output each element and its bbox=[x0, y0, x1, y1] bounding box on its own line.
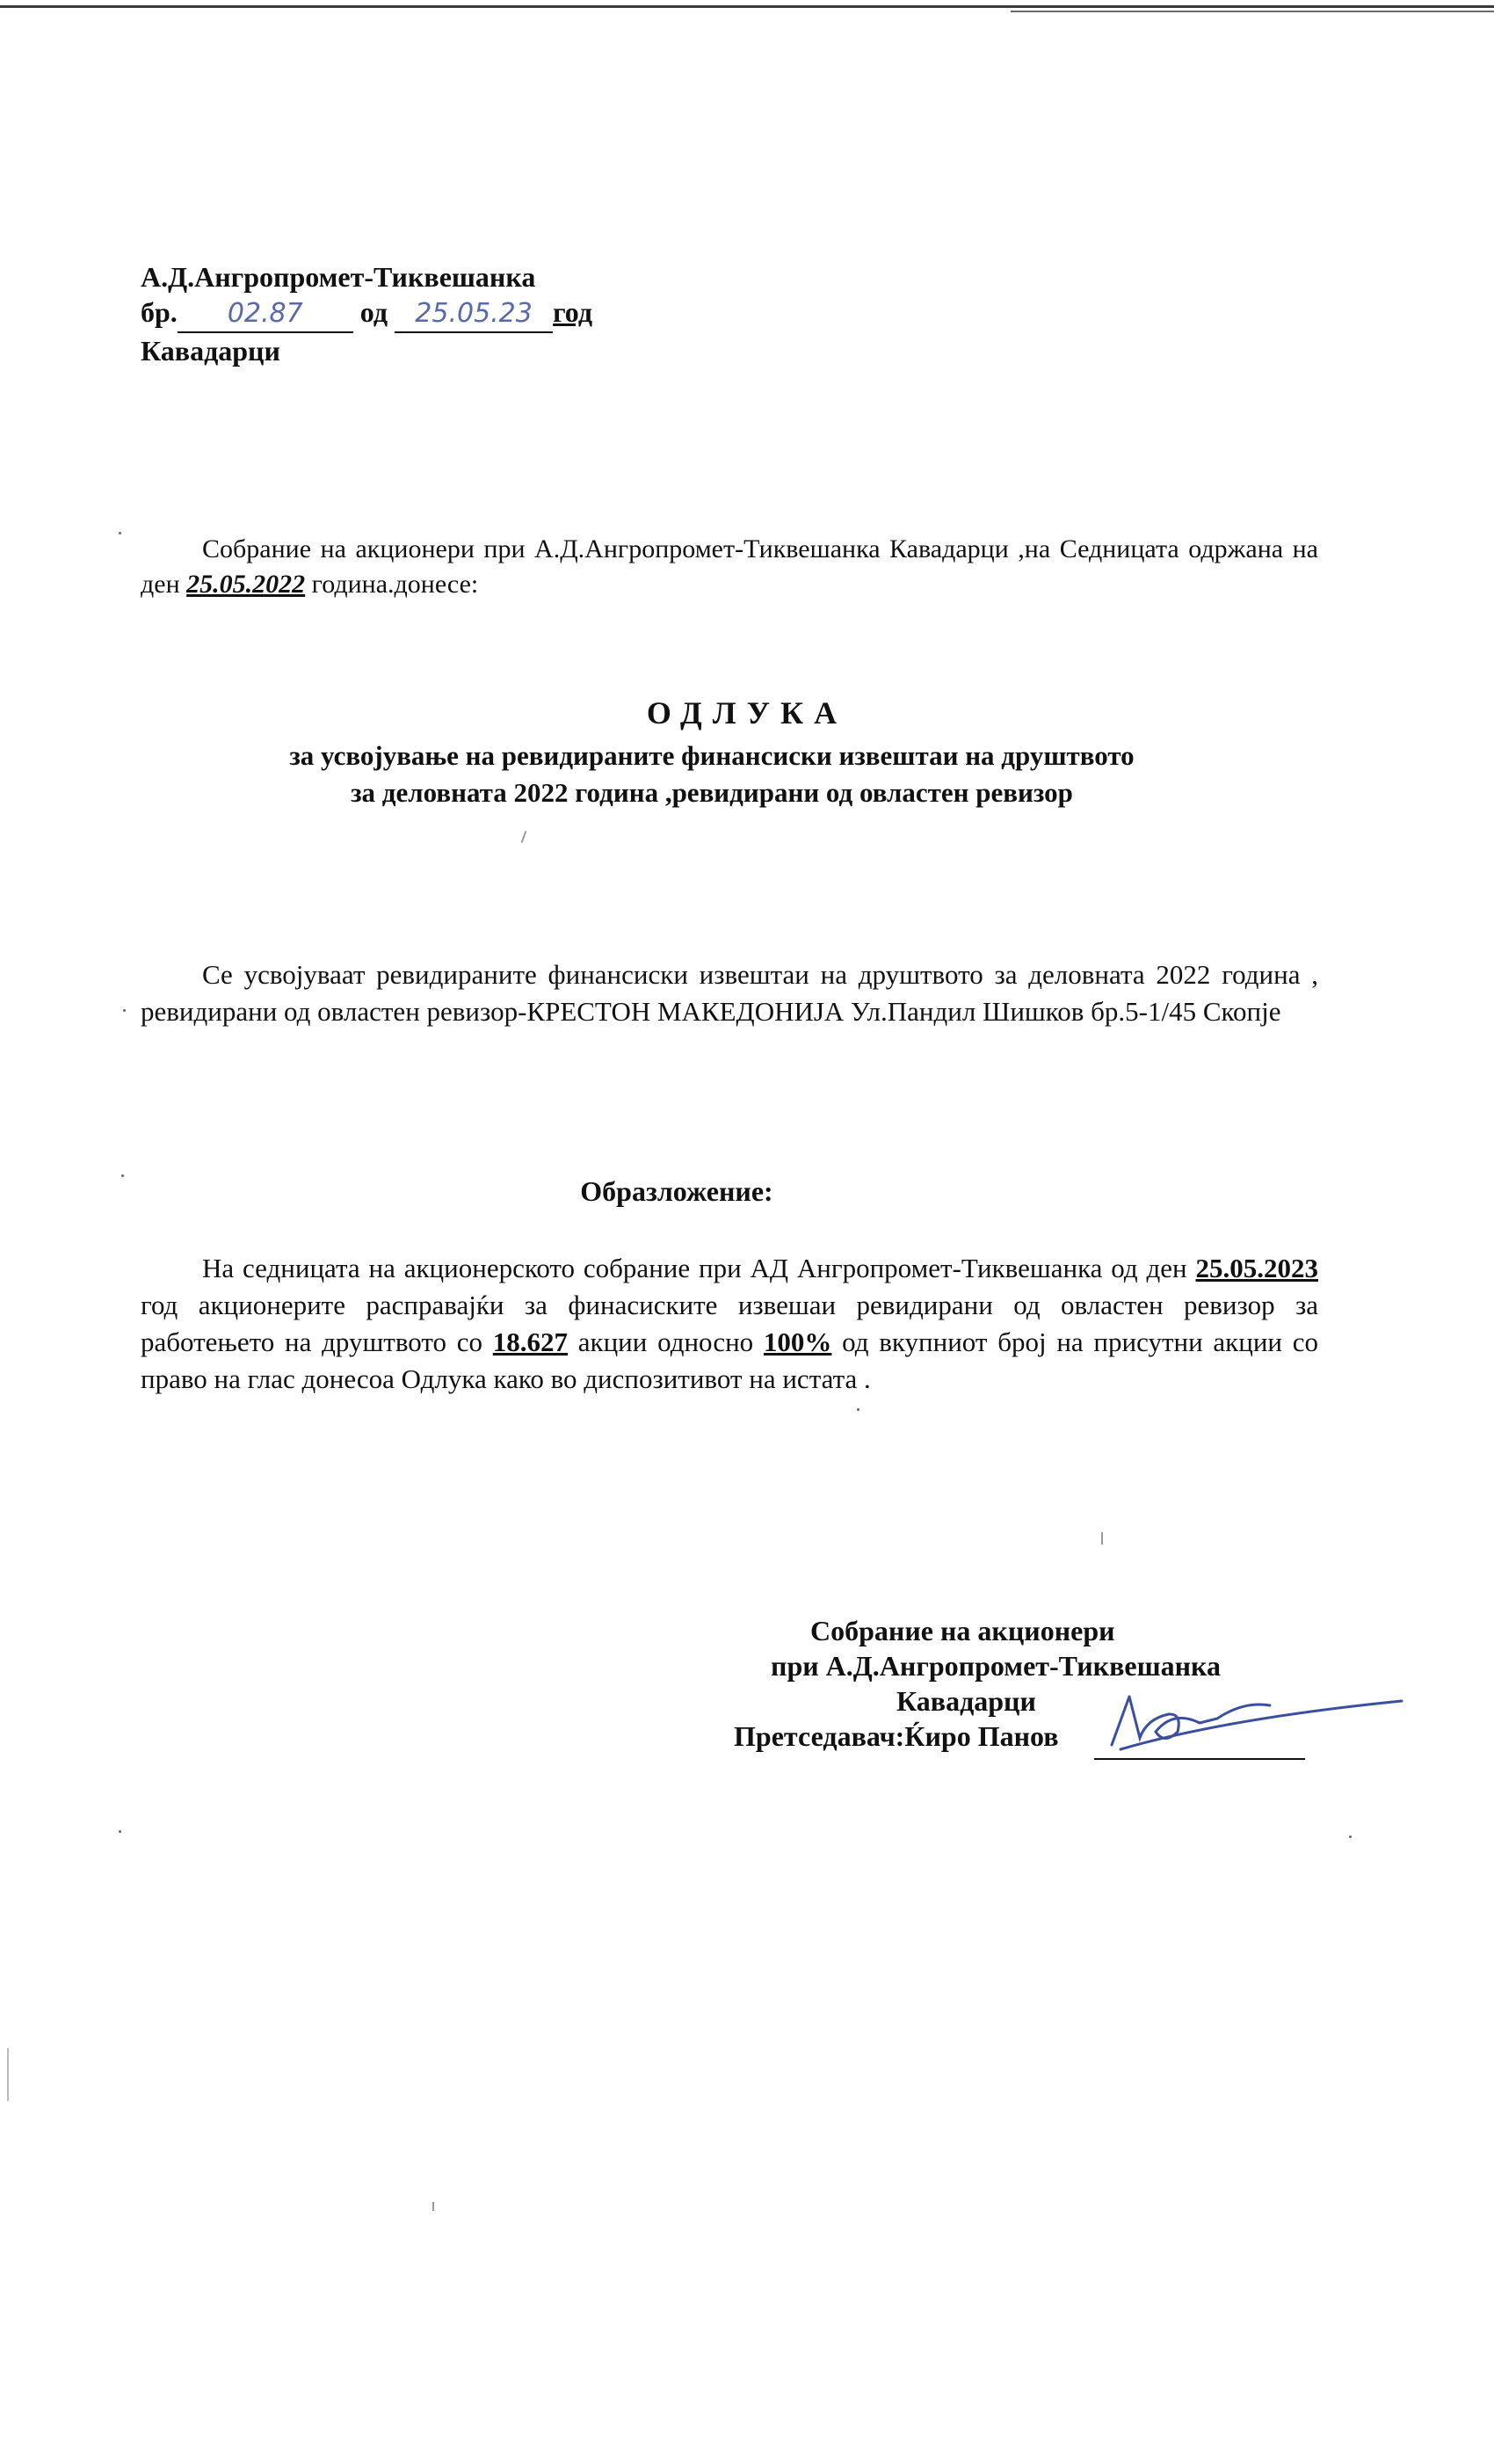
city-name: Кавадарци bbox=[141, 335, 280, 367]
scan-speck bbox=[857, 1408, 859, 1411]
document-header bbox=[141, 259, 592, 368]
reference-line bbox=[141, 294, 592, 333]
reasoning-date: 25.05.2023 bbox=[1195, 1253, 1318, 1283]
number-field bbox=[178, 294, 353, 333]
intro-text-before: Собрание на акционери при А.Д.Ангропромет-Тиквешанка Кавадарци ,на Седницата одржана на ден bbox=[141, 534, 1318, 599]
shares-percent: 100% bbox=[763, 1326, 832, 1357]
reasoning-heading: Образложение: bbox=[580, 1175, 773, 1207]
scan-top-border bbox=[0, 5, 1494, 8]
scan-speck bbox=[1101, 1532, 1103, 1545]
shares-count: 18.627 bbox=[492, 1326, 569, 1357]
scan-top-border-secondary bbox=[1011, 11, 1494, 12]
reasoning-part2: год акционерите расправајќи за финасиските извешаи ревидирани од овластен ревизор за работењето на друштвото со bbox=[141, 1290, 1318, 1357]
reasoning-part4: од вкупниот број на присутни акции со право на глас донесоа Одлука како во диспозитивот на истата . bbox=[141, 1326, 1318, 1394]
signature-line3: Кавадарци bbox=[896, 1685, 1036, 1717]
decision-title: ОДЛУКА bbox=[646, 695, 848, 730]
date-suffix: год bbox=[553, 296, 593, 328]
number-prefix: бр. bbox=[141, 296, 178, 328]
date-field bbox=[395, 294, 553, 333]
scan-speck bbox=[119, 1830, 121, 1833]
reasoning-part1: На седницата на акционерското собрание при АД Ангропромет-Тиквешанка од ден bbox=[202, 1253, 1196, 1283]
scan-speck bbox=[1349, 1835, 1352, 1838]
date-value: 25.05.23 bbox=[415, 298, 533, 329]
scan-speck bbox=[121, 1174, 124, 1177]
intro-date: 25.05.2022 bbox=[186, 570, 306, 599]
decision-subtitle-line1: за усвојување на ревидираните финансиски извештаи на друштвото bbox=[289, 740, 1135, 771]
company-name: А.Д.Ангропромет-Тиквешанка bbox=[141, 261, 536, 293]
scan-speck bbox=[123, 1009, 126, 1012]
intro-paragraph bbox=[141, 532, 1318, 602]
signature-line1: Собрание на акционери bbox=[810, 1615, 1115, 1646]
scan-speck bbox=[432, 2202, 434, 2211]
signature-line2: при А.Д.Ангропромет-Тиквешанка bbox=[771, 1650, 1221, 1682]
reasoning-part3: акции односно bbox=[568, 1326, 764, 1357]
date-prefix: од bbox=[359, 296, 388, 328]
number-value: 02.87 bbox=[227, 298, 303, 329]
handwritten-signature-icon bbox=[1094, 1683, 1411, 1763]
decision-subtitle-line2: за деловната 2022 година ,ревидирани од овластен ревизор bbox=[351, 777, 1073, 808]
intro-text-after: година.донесе: bbox=[305, 570, 479, 599]
scan-speck bbox=[119, 532, 121, 534]
scan-speck bbox=[7, 2048, 9, 2101]
reasoning-paragraph bbox=[141, 1250, 1318, 1398]
signature-line4: Претседавач:Ќиро Панов bbox=[734, 1720, 1059, 1752]
decision-body: Се усвојуваат ревидираните финансиски извештаи на друштвото за деловната 2022 година , ревидирани од овластен ревизор-КРЕСТОН МАКЕДОНИЈА Ул.Пандил Шишков бр.5-1/45 Скопје bbox=[141, 959, 1318, 1027]
scan-speck bbox=[521, 831, 527, 843]
